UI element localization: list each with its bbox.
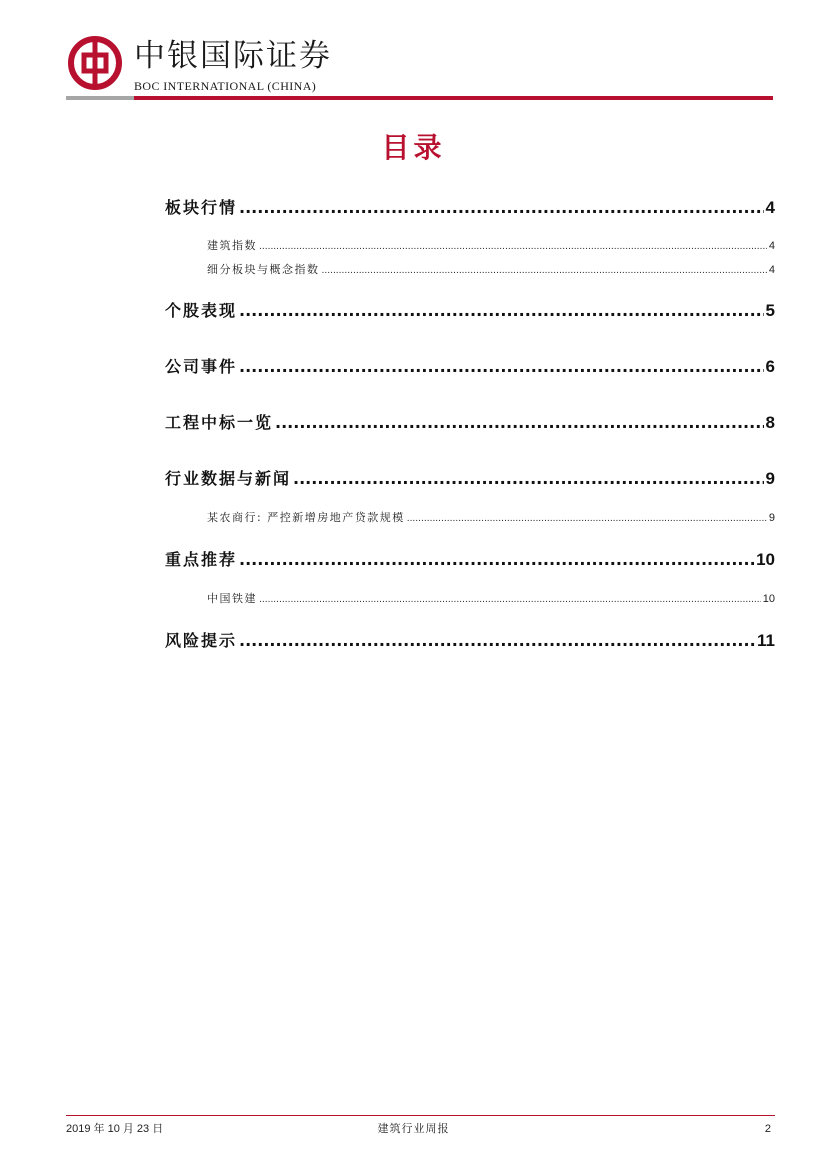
toc-entry-page: 9 bbox=[765, 469, 775, 488]
toc-entry-china-railway-construction[interactable] bbox=[207, 591, 775, 607]
toc-dot-leader bbox=[239, 300, 764, 322]
header-divider-red bbox=[134, 96, 773, 100]
brand-name-chinese: 中银国际证券 bbox=[134, 38, 332, 74]
toc-dot-leader bbox=[407, 511, 767, 527]
toc-entry-label: 建筑指数 bbox=[207, 239, 257, 252]
toc-dot-leader bbox=[239, 630, 755, 652]
toc-entry-label: 重点推荐 bbox=[165, 550, 238, 569]
toc-entry-page: 4 bbox=[765, 198, 775, 217]
toc-dot-leader bbox=[293, 468, 764, 490]
toc-dot-leader bbox=[239, 549, 754, 571]
toc-dot-leader bbox=[259, 592, 761, 608]
toc-entry-page: 4 bbox=[768, 240, 775, 252]
toc-entry-page: 8 bbox=[765, 413, 775, 432]
footer-report-name: 建筑行业周报 bbox=[377, 1122, 450, 1135]
toc-title: 目录 bbox=[381, 131, 446, 164]
toc-entry-label: 中国铁建 bbox=[207, 592, 257, 605]
toc-entry-page: 5 bbox=[765, 301, 775, 320]
toc-entry-label: 风险提示 bbox=[165, 631, 238, 650]
toc-entry-subsector-concept-index[interactable] bbox=[207, 262, 775, 278]
toc-entry-bank-real-estate-loans[interactable] bbox=[207, 510, 775, 526]
toc-entry-industry-data-news[interactable] bbox=[165, 468, 775, 490]
toc-entry-page: 10 bbox=[762, 593, 775, 605]
toc-entry-label: 板块行情 bbox=[165, 198, 238, 217]
toc-entry-construction-index[interactable] bbox=[207, 238, 775, 254]
toc-dot-leader bbox=[275, 412, 764, 434]
toc-entry-page: 10 bbox=[756, 550, 775, 569]
toc-dot-leader bbox=[259, 239, 767, 255]
toc-entry-label: 细分板块与概念指数 bbox=[207, 263, 320, 276]
header-divider-grey bbox=[66, 96, 134, 100]
toc-entry-label: 公司事件 bbox=[165, 357, 238, 376]
toc-entry-page: 4 bbox=[768, 264, 775, 276]
toc-dot-leader bbox=[239, 197, 764, 219]
toc-entry-key-recommendations[interactable] bbox=[165, 549, 775, 571]
toc-entry-label: 某农商行: 严控新增房地产贷款规模 bbox=[207, 511, 405, 524]
toc-entry-stock-performance[interactable] bbox=[165, 300, 775, 322]
toc-entry-label: 工程中标一览 bbox=[165, 413, 274, 432]
brand-name-english: BOC INTERNATIONAL (CHINA) bbox=[134, 79, 317, 93]
footer-date: 2019 年 10 月 23 日 bbox=[66, 1123, 164, 1135]
toc-entry-label: 个股表现 bbox=[165, 301, 238, 320]
toc-dot-leader bbox=[322, 263, 767, 279]
toc-entry-sector-performance[interactable] bbox=[165, 197, 775, 219]
toc-entry-page: 9 bbox=[768, 512, 775, 524]
footer-divider bbox=[66, 1115, 775, 1116]
toc-dot-leader bbox=[239, 356, 764, 378]
toc-entry-project-bids[interactable] bbox=[165, 412, 775, 434]
toc-entry-company-events[interactable] bbox=[165, 356, 775, 378]
boc-logo-icon bbox=[68, 36, 122, 90]
page-header bbox=[0, 0, 827, 104]
toc-entry-page: 11 bbox=[757, 631, 775, 650]
toc-entry-risk-warning[interactable] bbox=[165, 630, 775, 652]
footer-page-number: 2 bbox=[764, 1123, 771, 1135]
toc-entry-label: 行业数据与新闻 bbox=[165, 469, 292, 488]
toc-entry-page: 6 bbox=[765, 357, 775, 376]
